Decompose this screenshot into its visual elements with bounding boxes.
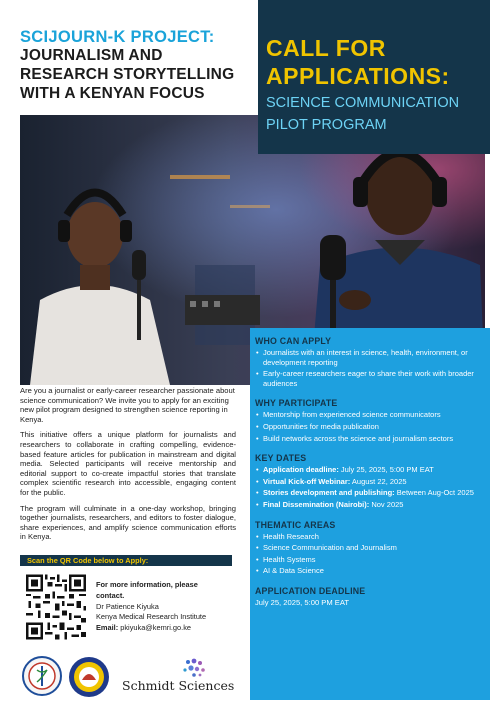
thematic-areas-list xyxy=(255,532,480,576)
qr-code[interactable] xyxy=(26,574,86,640)
project-title: SCIJOURN-K PROJECT: xyxy=(20,28,215,46)
info-panel xyxy=(250,328,490,700)
list-item xyxy=(255,477,480,487)
key-dates-list xyxy=(255,465,480,509)
list-item: • Mentorship from experienced science communicators xyxy=(255,410,480,420)
list-item: • Build networks across the science and journalism sectors xyxy=(255,434,480,444)
contact-email-row xyxy=(96,623,246,634)
schmidt-sciences-logo xyxy=(122,658,240,698)
call-title-line-2: APPLICATIONS: xyxy=(266,63,450,89)
list-item: • Journalists with an interest in science, health, environment, or development reporting xyxy=(255,348,480,367)
why-heading: WHY PARTICIPATE xyxy=(255,398,338,409)
application-deadline-value: July 25, 2025, 5:00 PM EAT xyxy=(255,597,349,607)
contact-heading-2: contact. xyxy=(96,590,125,600)
application-deadline-heading: APPLICATION DEADLINE xyxy=(255,585,366,596)
list-item: • Health Systems xyxy=(255,555,480,565)
date-value: Nov 2025 xyxy=(369,499,404,509)
why-list xyxy=(255,410,480,443)
intro-paragraph-1: Are you a journalist or early-career researcher passionate about science communication? We invite you to apply for an exciting new pilot program designed to strengthen science reporting in Kenya. xyxy=(20,386,235,424)
date-value: July 25, 2025, 5:00 PM EAT xyxy=(338,465,434,475)
list-item xyxy=(255,465,480,475)
email-label: Email: xyxy=(96,623,119,633)
qr-code-icon xyxy=(26,574,86,640)
list-item: • AI & Data Science xyxy=(255,566,480,576)
intro-paragraph-3: The program will culminate in a one-day workshop, bringing together journalists, researchers, and editors to foster dialogue, share experiences, and amplify science communication efforts in Kenya. xyxy=(20,503,236,542)
intro-text xyxy=(20,386,236,548)
contact-heading-1: For more information, please xyxy=(96,580,198,589)
list-item: • Science Communication and Journalism xyxy=(255,543,480,553)
subtitle-line-2: RESEARCH STORYTELLING xyxy=(20,66,235,83)
contact-email-link[interactable]: pkiyuka@kemri.go.ke xyxy=(120,623,192,633)
who-heading: WHO CAN APPLY xyxy=(255,336,332,346)
program-name-line-1: SCIENCE COMMUNICATION xyxy=(266,95,460,111)
schmidt-sciences-text: Schmidt Sciences xyxy=(122,678,235,693)
project-title-block xyxy=(20,28,270,103)
contact-name: Dr Patience Kiyuka xyxy=(96,601,159,611)
list-item: • Early-career researchers eager to share their work with broader audiences xyxy=(255,369,480,388)
partner-logos xyxy=(22,654,242,700)
date-label: Application deadline: xyxy=(263,465,339,475)
intro-paragraph-2: This initiative offers a unique platform for journalists and researchers to collaborate in crafting compelling, evidence-based feature articles for publication in mainstream and digital media. Selected participants will receive mentorship and editorial support to co-create impactful stories that translate complex scientific research into accessible, engaging content for the public. xyxy=(20,430,236,497)
partner-seal-icon xyxy=(68,656,110,698)
date-label: Virtual Kick-off Webinar: xyxy=(263,476,351,486)
list-item xyxy=(255,500,480,510)
contact-info xyxy=(96,580,246,634)
date-label: Final Dissemination (Nairobi): xyxy=(263,499,370,509)
schmidt-dots-icon xyxy=(122,658,240,678)
subtitle-line-3: WITH A KENYAN FOCUS xyxy=(20,85,205,102)
date-value: August 22, 2025 xyxy=(350,476,407,486)
list-item xyxy=(255,488,480,498)
call-for-applications-box xyxy=(258,0,490,154)
thematic-areas-heading: THEMATIC AREAS xyxy=(255,519,336,530)
key-dates-heading: KEY DATES xyxy=(255,453,307,464)
call-title-line-1: CALL FOR xyxy=(266,35,386,61)
who-list xyxy=(255,348,480,388)
list-item: • Opportunities for media publication xyxy=(255,422,480,432)
date-label: Stories development and publishing: xyxy=(263,488,395,498)
program-name-line-2: PILOT PROGRAM xyxy=(266,117,387,133)
list-item: • Health Research xyxy=(255,532,480,542)
subtitle-line-1: JOURNALISM AND xyxy=(20,47,163,64)
date-value: Between Aug-Oct 2025 xyxy=(394,488,474,498)
kemri-seal-icon xyxy=(22,656,62,696)
scan-qr-label: Scan the QR Code below to Apply: xyxy=(20,555,232,566)
contact-organization: Kenya Medical Research Institute xyxy=(96,612,207,622)
